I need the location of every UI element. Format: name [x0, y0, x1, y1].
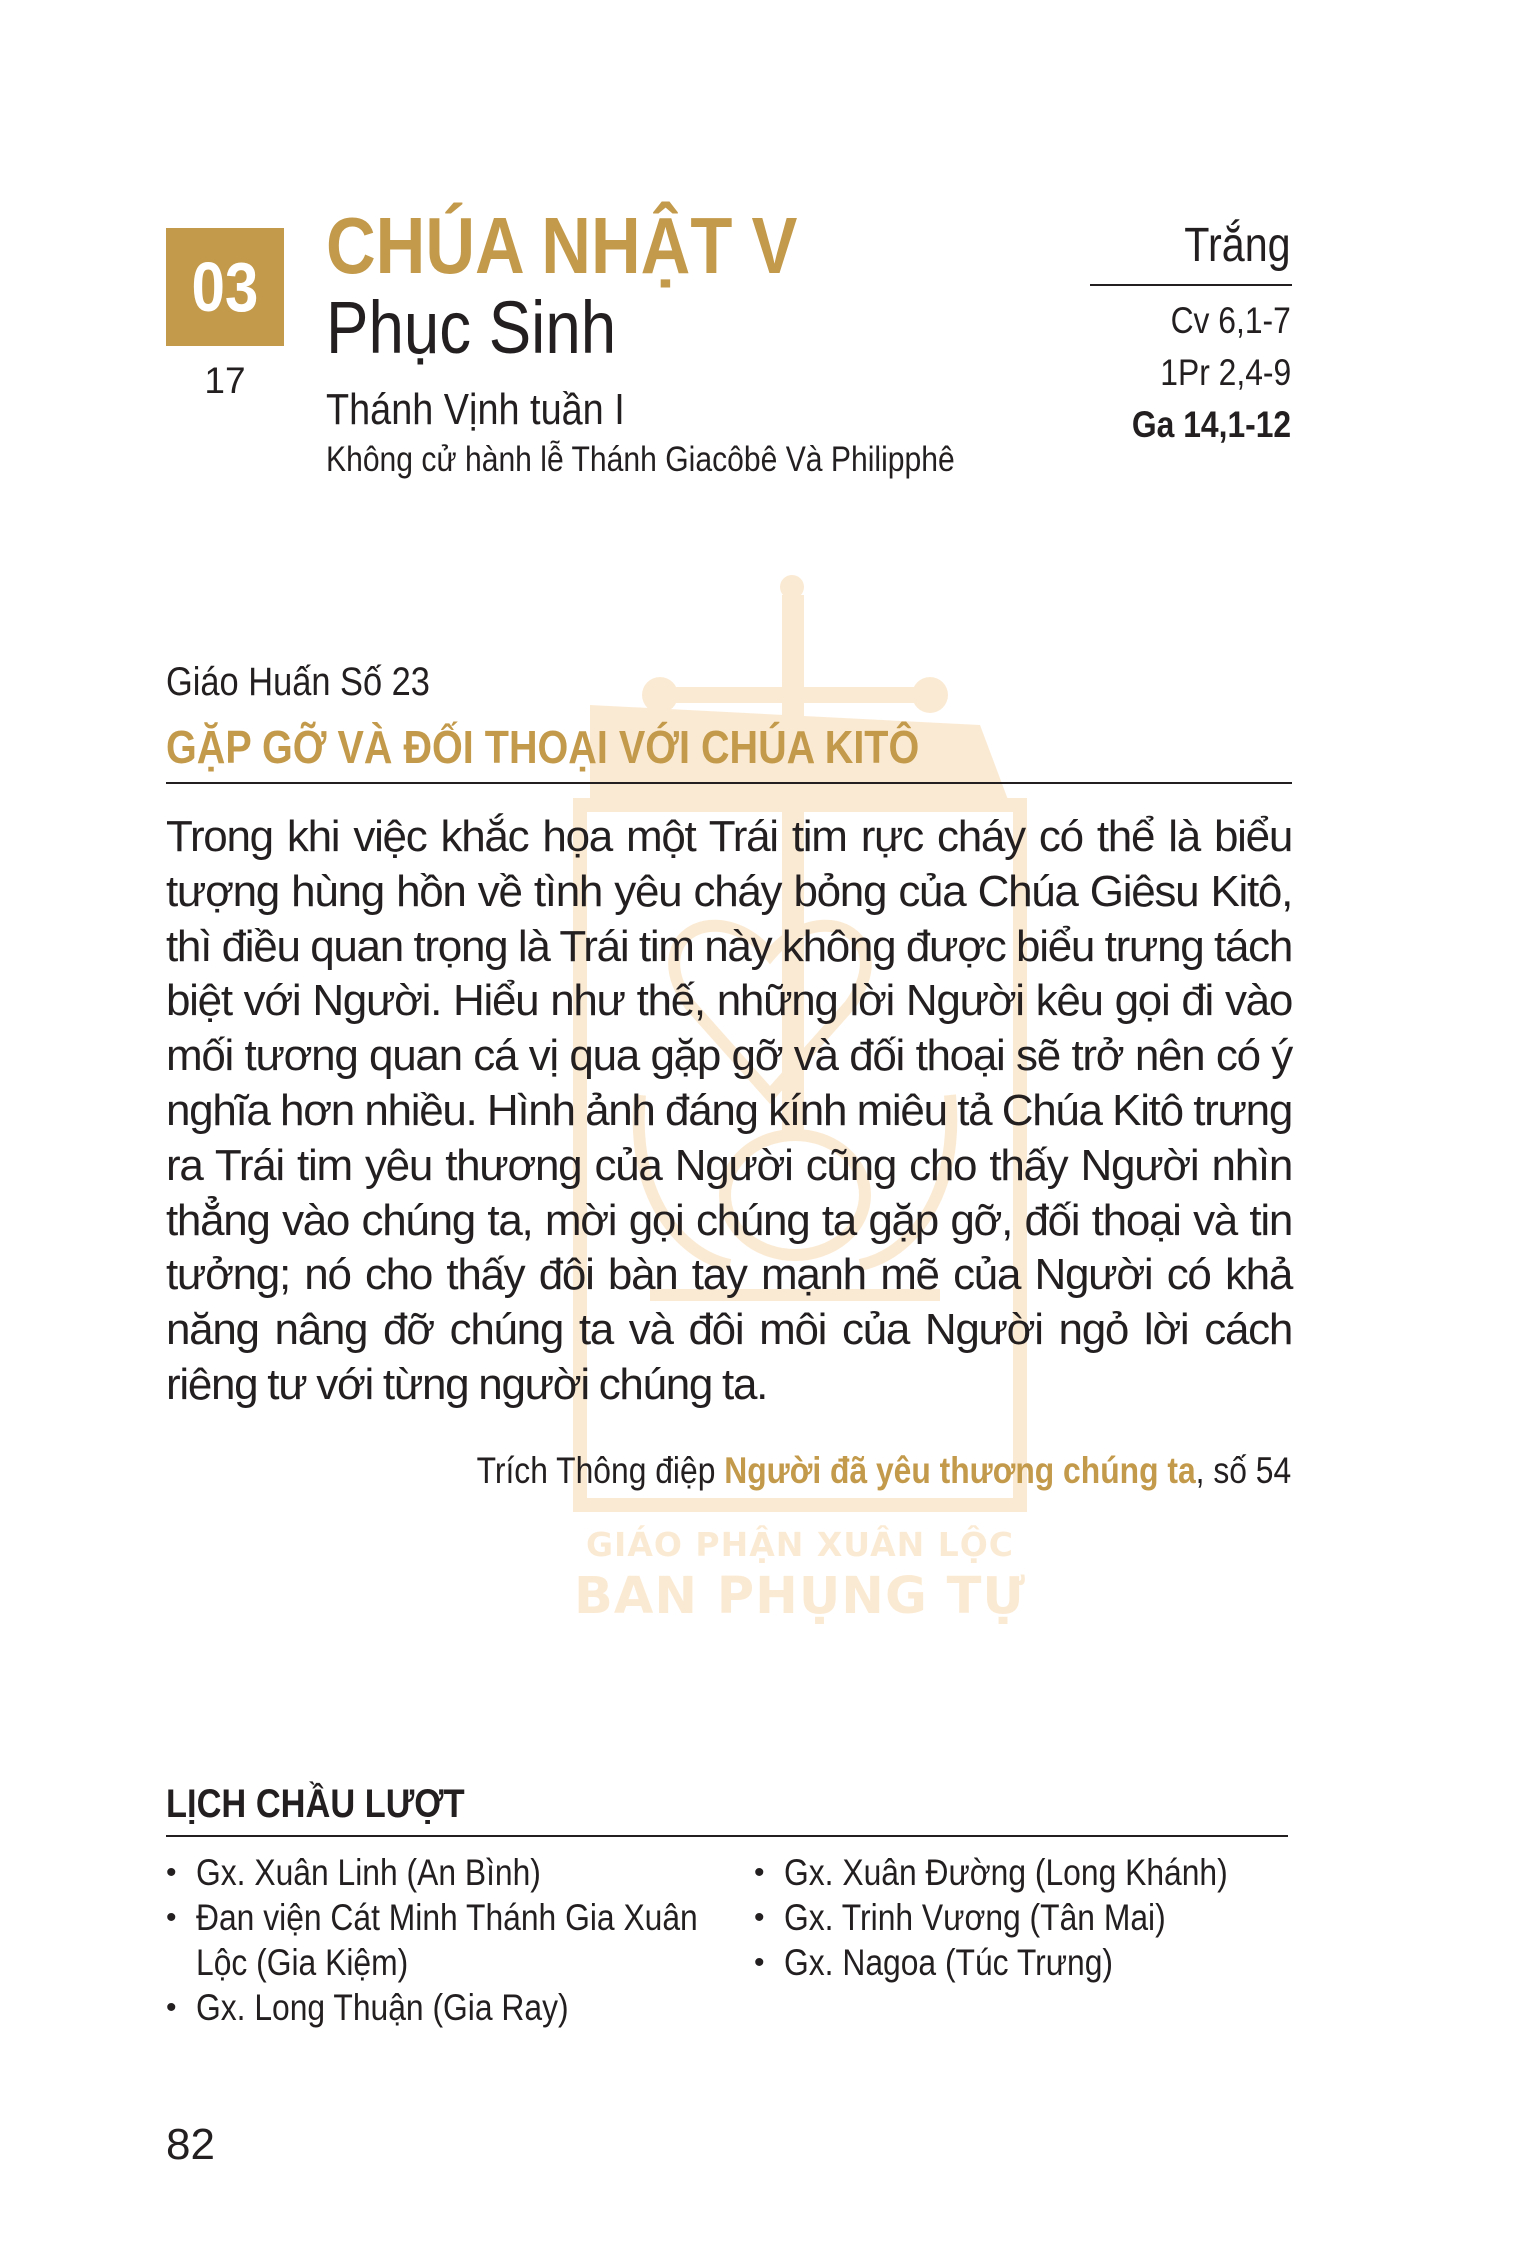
- day-badge: [166, 228, 284, 346]
- catechesis-source: [476, 1450, 1291, 1492]
- schedule-list-left: [166, 1850, 706, 2030]
- liturgical-color: Trắng: [1184, 219, 1291, 272]
- page-title: CHÚA NHẬT V: [326, 201, 798, 290]
- bullet-icon: •: [166, 1991, 177, 2024]
- schedule-divider: [166, 1835, 1288, 1837]
- celebration-note: Không cử hành lễ Thánh Giacôbê Và Philipphê: [326, 440, 955, 479]
- month-number: 17: [204, 360, 246, 401]
- catechesis-label: Giáo Huấn Số 23: [166, 660, 430, 704]
- schedule-list-right: [754, 1850, 1294, 1985]
- bullet-icon: •: [166, 1856, 177, 1889]
- catechesis-body: Trong khi việc khắc họa một Trái tim rực cháy có thể là biểu tượng hùng hồn về tình yêu cháy bỏng của Chúa Giêsu Kitô, thì điều quan trọng là Trái tim này không được biểu trưng tách biệt với Người. Hiểu như thế, những lời Người kêu gọi đi vào mối tương quan cá vị qua gặp gỡ và đối thoại sẽ trở nên có ý nghĩa hơn nhiều. Hình ảnh đáng kính miêu tả Chúa Kitô trưng ra Trái tim yêu thương của Người cũng cho thấy Người nhìn thẳng vào chúng ta, mời gọi chúng ta gặp gỡ, đối thoại và tin tưởng; nó cho thấy đôi bàn tay mạnh mẽ của Người có khả năng nâng đỡ chúng ta và đôi môi của Người ngỏ lời cách riêng tư với từng người chúng ta.: [166, 812, 1292, 1409]
- catechesis-divider: [166, 782, 1292, 784]
- list-item-text: Gx. Xuân Đường (Long Khánh): [784, 1852, 1228, 1893]
- catechesis-title: GẶP GỠ VÀ ĐỐI THOẠI VỚI CHÚA KITÔ: [166, 721, 920, 773]
- source-suffix: , số 54: [1195, 1450, 1291, 1491]
- schedule-title: LỊCH CHẦU LƯỢT: [166, 1782, 465, 1826]
- list-item: [754, 1940, 1294, 1985]
- reading-second: 1Pr 2,4-9: [1160, 352, 1291, 393]
- list-item-text: Gx. Trinh Vương (Tân Mai): [784, 1897, 1166, 1938]
- page-number: 82: [166, 2120, 215, 2169]
- watermark-line1: GIÁO PHẬN XUÂN LỘC: [585, 1525, 1015, 1564]
- list-item: [166, 1850, 706, 1895]
- header-divider: [1090, 284, 1292, 286]
- watermark-line2: BAN PHỤNG TỰ: [574, 1567, 1026, 1626]
- source-prefix: Trích Thông điệp: [476, 1450, 725, 1491]
- bullet-icon: •: [754, 1901, 765, 1934]
- reading-gospel: Ga 14,1-12: [1131, 404, 1291, 445]
- bullet-icon: •: [754, 1946, 765, 1979]
- list-item-text: Đan viện Cát Minh Thánh Gia Xuân Lộc (Gia Kiệm): [196, 1897, 698, 1983]
- list-item: [754, 1895, 1294, 1940]
- psalter-week: Thánh Vịnh tuần I: [326, 385, 625, 434]
- reading-first: Cv 6,1-7: [1170, 300, 1291, 341]
- bullet-icon: •: [166, 1901, 177, 1934]
- list-item-text: Gx. Nagoa (Túc Trưng): [784, 1942, 1114, 1983]
- list-item: [754, 1850, 1294, 1895]
- day-number: 03: [191, 248, 259, 326]
- list-item-text: Gx. Long Thuận (Gia Ray): [196, 1987, 569, 2028]
- list-item: [166, 1985, 706, 2030]
- source-title: Người đã yêu thương chúng ta: [724, 1450, 1196, 1491]
- list-item: [166, 1895, 706, 1985]
- bullet-icon: •: [754, 1856, 765, 1889]
- list-item-text: Gx. Xuân Linh (An Bình): [196, 1852, 541, 1893]
- page-subtitle: Phục Sinh: [326, 286, 617, 369]
